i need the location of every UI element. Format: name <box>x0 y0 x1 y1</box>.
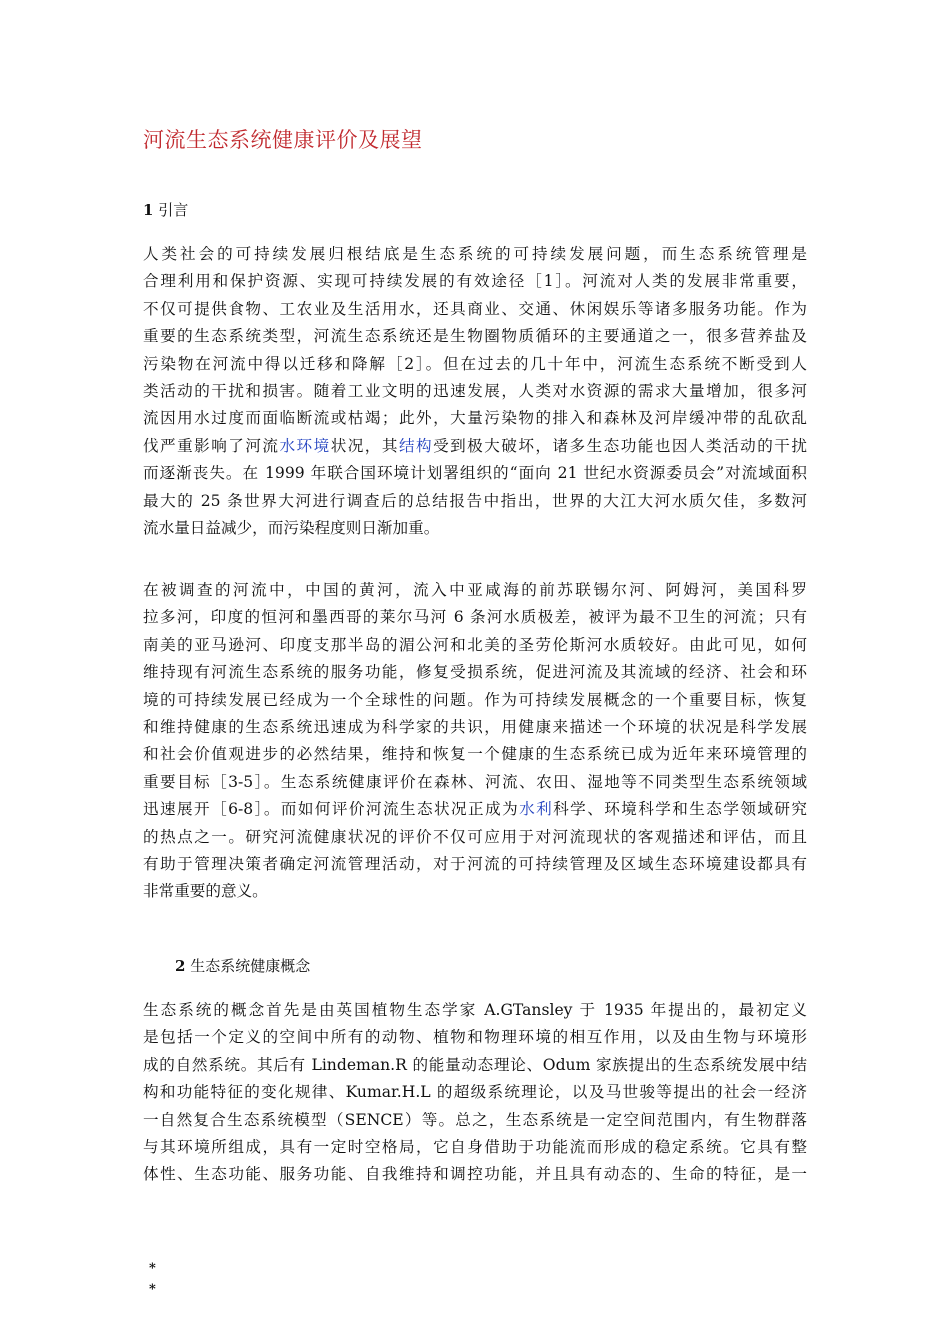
text-line <box>143 796 807 823</box>
text-line: 流因用水过度而面临断流或枯竭；此外，大量污染物的排入和森林及河岸缓冲带的乱砍乱 <box>143 409 807 428</box>
footnote-markers <box>149 1258 156 1300</box>
text-line: 流水量日益减少，而污染程度则日渐加重。 <box>143 518 440 537</box>
text-line: 拉多河，印度的恒河和墨西哥的莱尔马河 6 条河水质极差，被评为最不卫生的河流；只有 <box>143 608 807 627</box>
text-line: 污染物在河流中得以迁移和降解［2］。但在过去的几十年中，河流生态系统不断受到人 <box>143 354 807 373</box>
text-line: 与其环境所组成，具有一定时空格局，它自身借助于功能流而形成的稳定系统。它具有整 <box>143 1137 807 1156</box>
text-line: 体性、生态功能、服务功能、自我维持和调控功能，并且具有动态的、生命的特征，是一 <box>143 1165 807 1184</box>
text-line: 重要目标［3-5］。生态系统健康评价在森林、河流、农田、湿地等不同类型生态系统领域 <box>143 772 807 791</box>
paragraph-intro-1 <box>143 241 807 542</box>
link-water-conservancy[interactable]: 水利 <box>519 800 554 819</box>
text-segment: 状况，其 <box>330 436 399 455</box>
text-segment: 科学、环境科学和生态学领域研究 <box>553 800 807 819</box>
text-line <box>143 433 807 460</box>
text-line: 境的可持续发展已经成为一个全球性的问题。作为可持续发展概念的一个重要目标，恢复 <box>143 690 807 709</box>
text-line: 重要的生态系统类型，河流生态系统还是生物圈物质循环的主要通道之一，很多营养盐及 <box>143 327 807 346</box>
paragraph-intro-2 <box>143 577 807 906</box>
text-line: 人类社会的可持续发展归根结底是生态系统的可持续发展问题，而生态系统管理是 <box>143 245 807 263</box>
text-line: 有助于管理决策者确定河流管理活动，对于河流的可持续管理及区域生态环境建设都具有 <box>143 854 807 873</box>
text-line: 最大的 25 条世界大河进行调查后的总结报告中指出，世界的大江大河水质欠佳，多数河 <box>143 491 807 510</box>
text-segment: 受到极大破坏，诸多生态功能也因人类活动的干扰 <box>433 436 807 455</box>
text-line: 生态系统的概念首先是由英国植物生态学家 A.GTansley 于 1935 年提出的，最初定义 <box>143 1001 807 1019</box>
text-line: 是包括一个定义的空间中所有的动物、植物和物理环境的相互作用，以及由生物与环境形 <box>143 1028 807 1047</box>
text-line: 合理利用和保护资源、实现可持续发展的有效途径［1］。河流对人类的发展非常重要， <box>143 272 807 291</box>
text-segment: 伐严重影响了河流 <box>143 436 280 455</box>
section-number: 2 <box>175 957 186 975</box>
text-line: 南美的亚马逊河、印度支那半岛的湄公河和北美的圣劳伦斯河水质较好。由此可见，如何 <box>143 635 807 654</box>
asterisk-marker: * <box>149 1261 156 1276</box>
text-line: 成的自然系统。其后有 Lindeman.R 的能量动态理论、Odum 家族提出的生态系统发展中结 <box>143 1055 807 1074</box>
section-label: 引言 <box>158 201 189 219</box>
section-heading-concept <box>175 955 310 976</box>
text-line: 类活动的干扰和损害。随着工业文明的迅速发展，人类对水资源的需求大量增加，很多河 <box>143 381 807 400</box>
text-line: 在被调查的河流中，中国的黄河，流入中亚咸海的前苏联锡尔河、阿姆河，美国科罗 <box>143 581 807 599</box>
section-number: 1 <box>143 201 154 219</box>
text-line: 维持现有河流生态系统的服务功能，修复受损系统，促进河流及其流域的经济、社会和环 <box>143 663 807 682</box>
text-line: 而逐渐丧失。在 1999 年联合国环境计划署组织的“面向 21 世纪水资源委员会”对流域面积 <box>143 464 807 483</box>
link-structure[interactable]: 结构 <box>398 436 434 455</box>
link-water-environment[interactable]: 水环境 <box>279 436 331 455</box>
section-heading-intro <box>143 199 188 220</box>
text-line: 一自然复合生态系统模型（SENCE）等。总之，生态系统是一定空间范围内，有生物群落 <box>143 1110 807 1129</box>
document-title: 河流生态系统健康评价及展望 <box>143 128 423 152</box>
text-line: 非常重要的意义。 <box>143 882 268 901</box>
text-line: 和社会价值观进步的必然结果，维持和恢复一个健康的生态系统已成为近年来环境管理的 <box>143 745 807 764</box>
text-line: 不仅可提供食物、工农业及生活用水，还具商业、交通、休闲娱乐等诸多服务功能。作为 <box>143 299 807 318</box>
asterisk-marker: * <box>149 1282 156 1297</box>
paragraph-concept-1 <box>143 997 807 1189</box>
section-label: 生态系统健康概念 <box>190 957 311 975</box>
text-line: 和维持健康的生态系统迅速成为科学家的共识，用健康来描述一个环境的状况是科学发展 <box>143 717 807 736</box>
text-line: 的热点之一。研究河流健康状况的评价不仅可应用于对河流现状的客观描述和评估，而且 <box>143 827 807 846</box>
text-line: 构和功能特征的变化规律、Kumar.H.L 的超级系统理论，以及马世骏等提出的社会一经济 <box>143 1083 807 1102</box>
text-segment: 迅速展开［6-8］。而如何评价河流生态状况正成为 <box>143 800 520 819</box>
